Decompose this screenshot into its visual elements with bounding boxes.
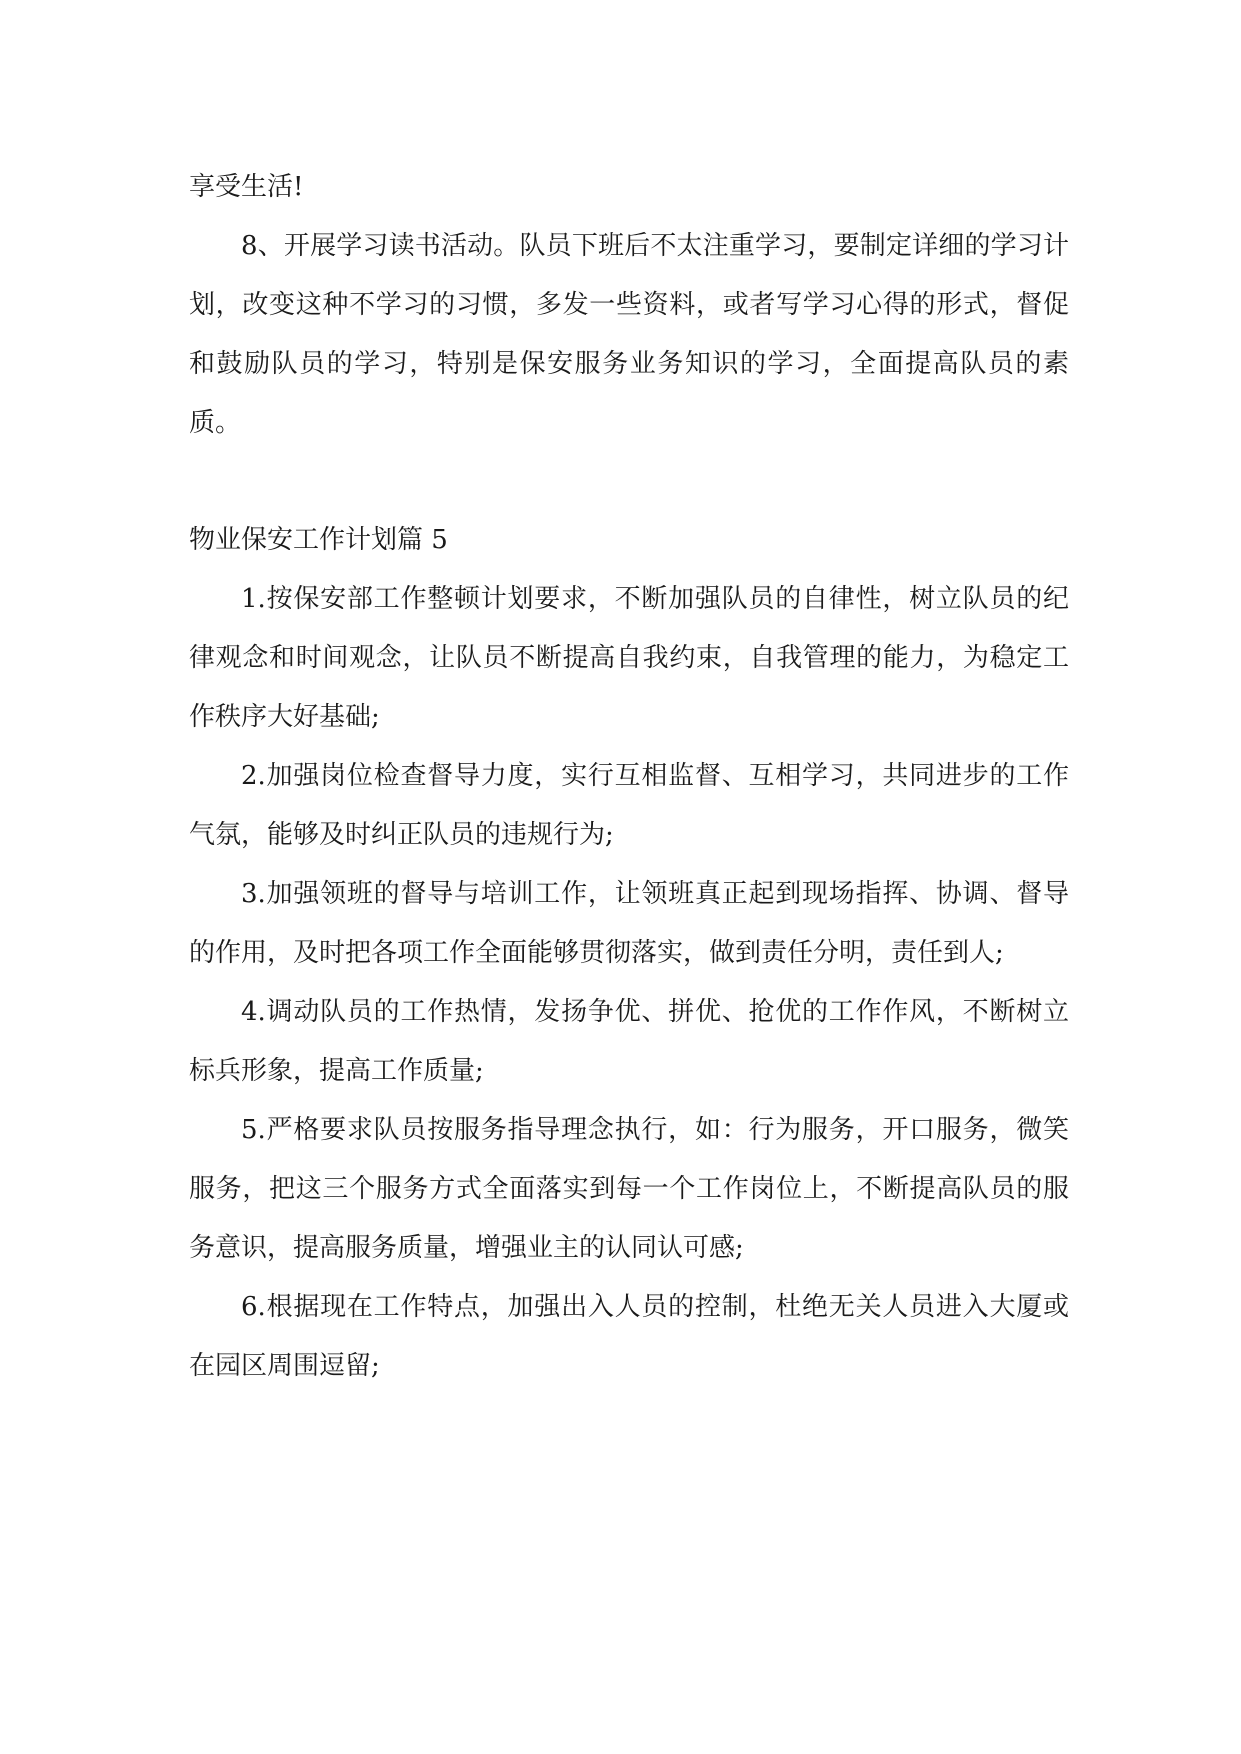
paragraph-item-6: 6.根据现在工作特点，加强出入人员的控制，杜绝无关人员进入大厦或在园区周围逗留; xyxy=(189,1292,1069,1381)
paragraph-item-3: 3.加强领班的督导与培训工作，让领班真正起到现场指挥、协调、督导的作用，及时把各项工作全面能够贯彻落实，做到责任分明，责任到人; xyxy=(189,879,1069,968)
section-title: 物业保安工作计划篇 5 xyxy=(189,525,448,555)
paragraph-item-4: 4.调动队员的工作热情，发扬争优、拼优、抢优的工作作风，不断树立标兵形象，提高工作质量; xyxy=(189,997,1069,1086)
paragraph-item-1: 1.按保安部工作整顿计划要求，不断加强队员的自律性，树立队员的纪律观念和时间观念，让队员不断提高自我约束，自我管理的能力，为稳定工作秩序大好基础; xyxy=(189,584,1069,732)
document-body xyxy=(189,158,1069,1396)
section-spacer xyxy=(189,453,1069,511)
paragraph-item-5: 5.严格要求队员按服务指导理念执行，如：行为服务，开口服务，微笑服务，把这三个服务方式全面落实到每一个工作岗位上，不断提高队员的服务意识，提高服务质量，增强业主的认同认可感; xyxy=(189,1115,1069,1263)
paragraph-item-8: 8、开展学习读书活动。队员下班后不太注重学习，要制定详细的学习计划，改变这种不学习的习惯，多发一些资料，或者写学习心得的形式，督促和鼓励队员的学习，特别是保安服务业务知识的学习，全面提高队员的素质。 xyxy=(189,231,1069,438)
paragraph-item-2: 2.加强岗位检查督导力度，实行互相监督、互相学习，共同进步的工作气氛，能够及时纠正队员的违规行为; xyxy=(189,761,1069,850)
paragraph-intro-tail: 享受生活! xyxy=(189,172,304,202)
